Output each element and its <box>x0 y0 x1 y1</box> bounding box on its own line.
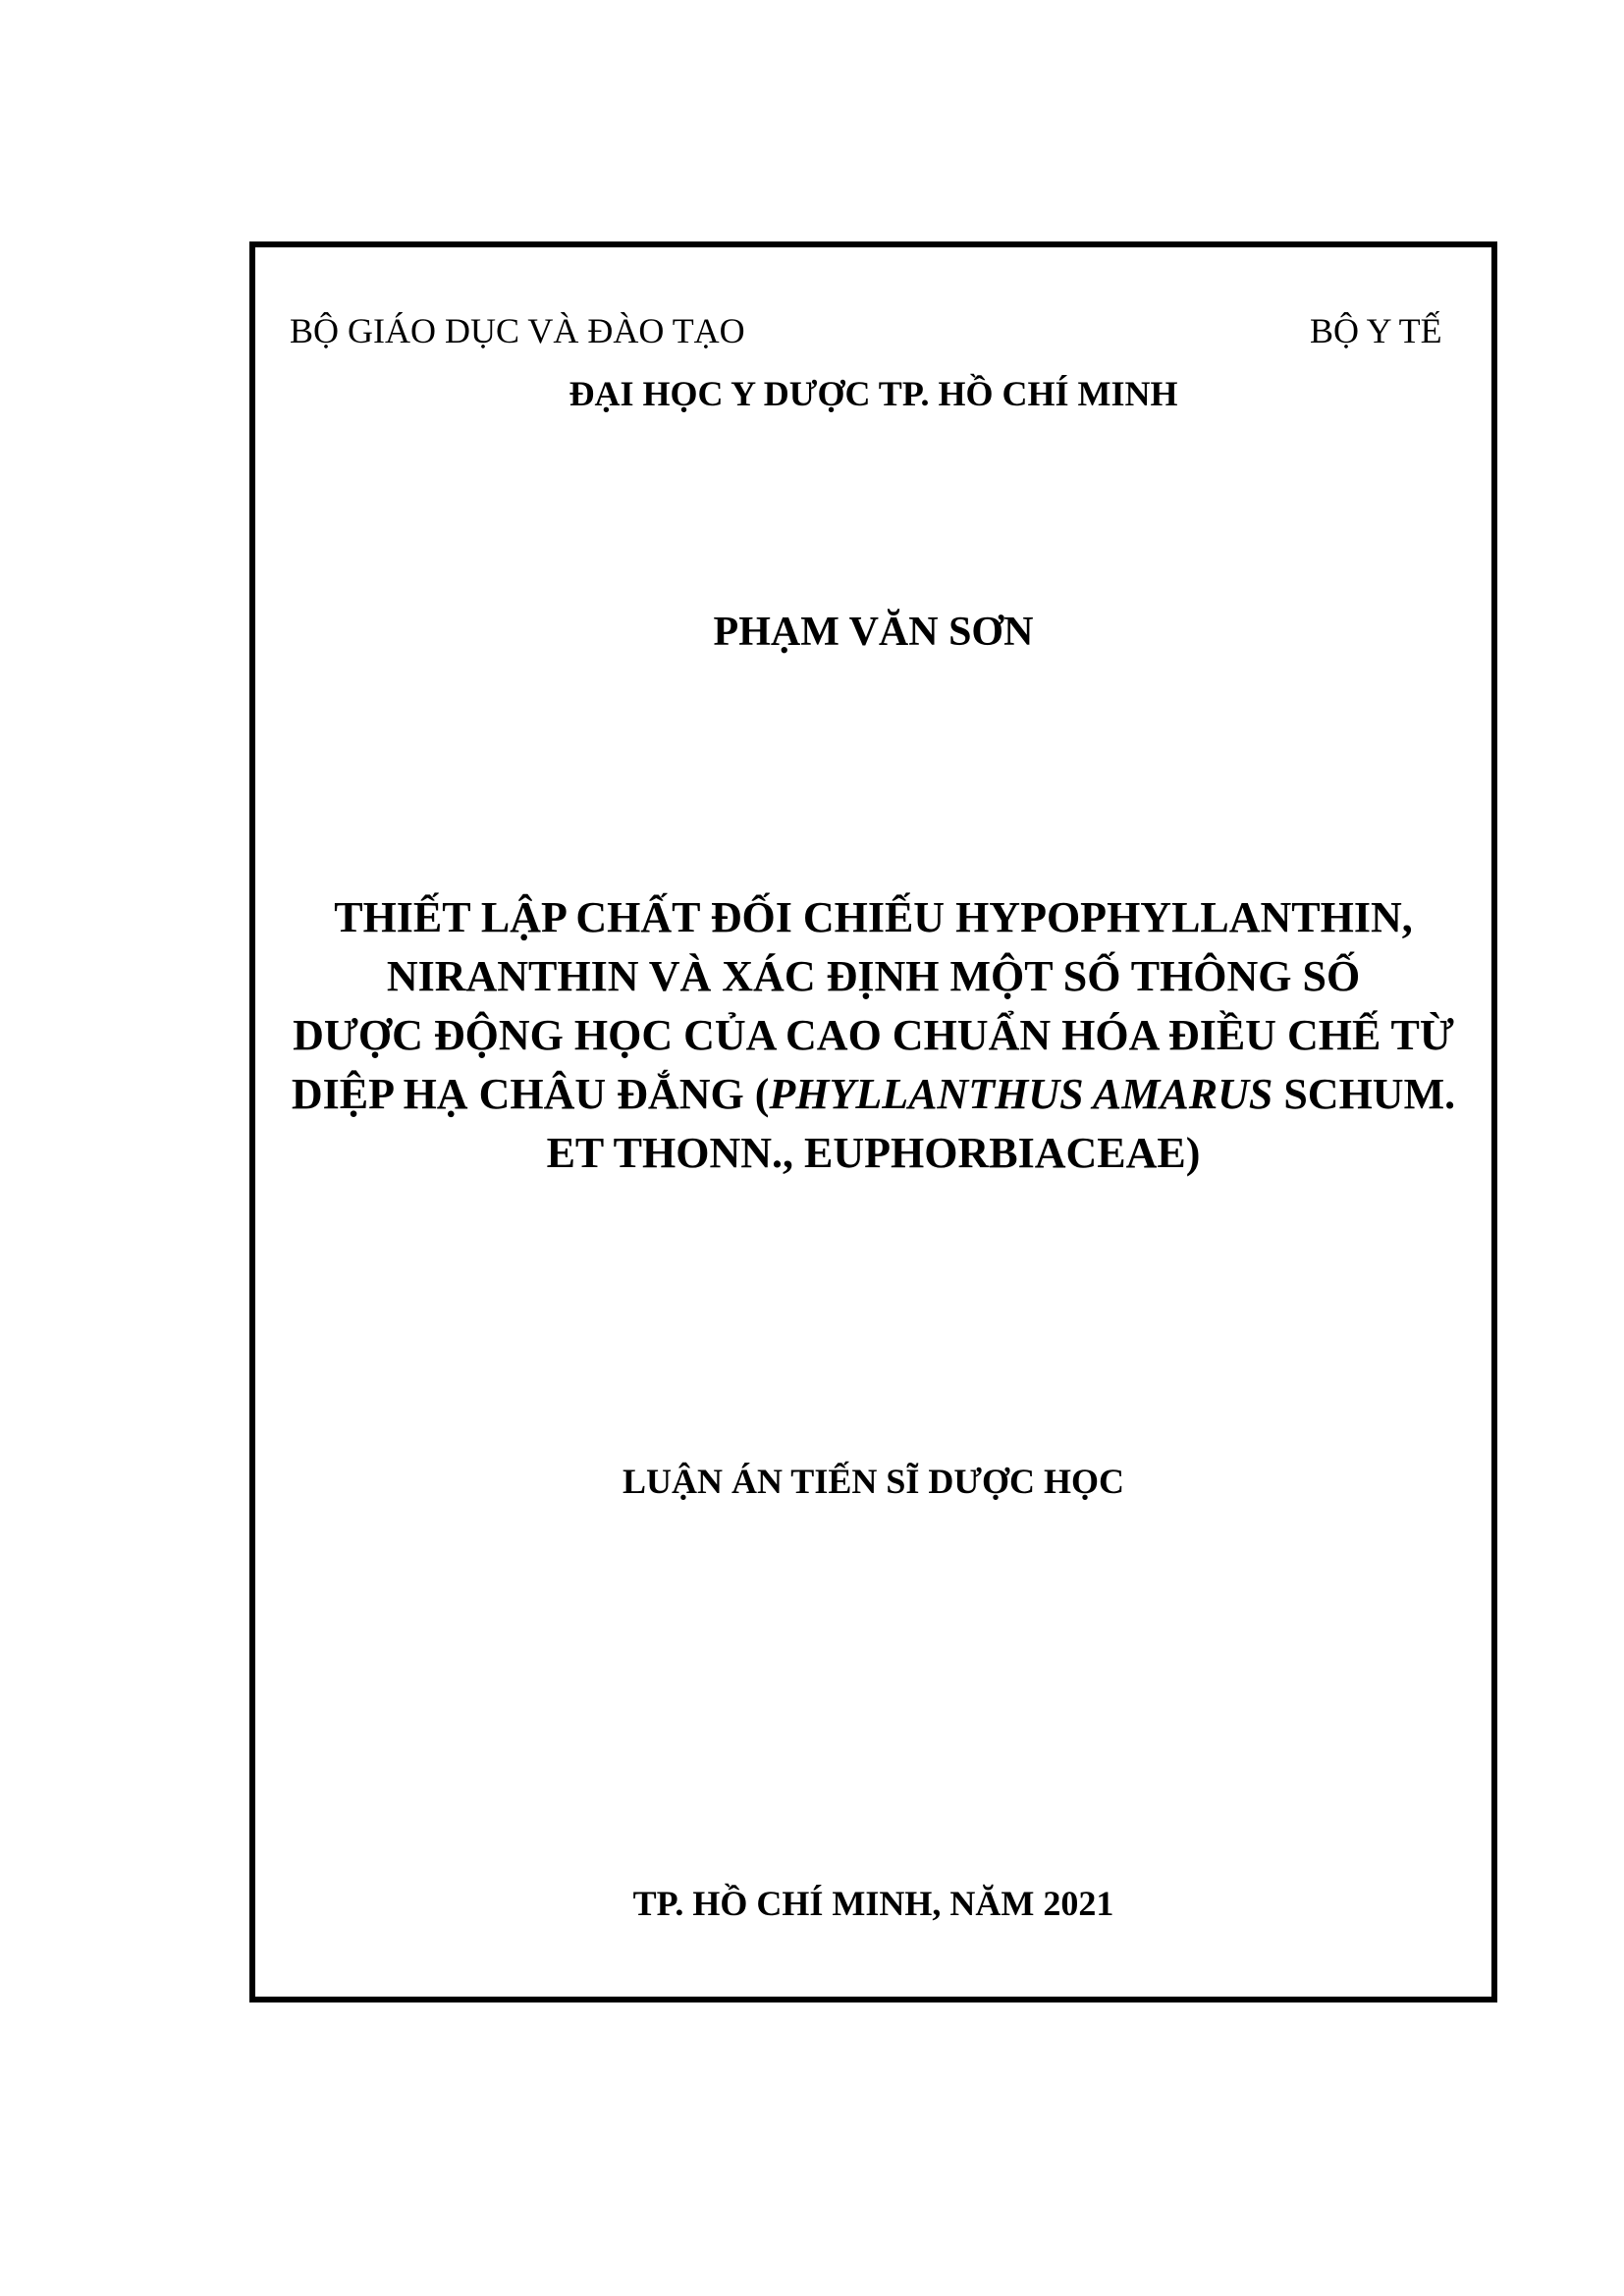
ministry-education-label: BỘ GIÁO DỤC VÀ ĐÀO TẠO <box>290 311 745 350</box>
thesis-title <box>249 888 1497 1183</box>
ministry-health-label: BỘ Y TẾ <box>1310 311 1442 350</box>
title-line-4-post: SCHUM. <box>1272 1070 1456 1118</box>
scientific-name: PHYLLANTHUS AMARUS <box>769 1070 1273 1118</box>
place-year-label: TP. HỒ CHÍ MINH, NĂM 2021 <box>632 1884 1114 1923</box>
title-line-1: THIẾT LẬP CHẤT ĐỐI CHIẾU HYPOPHYLLANTHIN, <box>334 893 1413 941</box>
title-line-4 <box>249 1065 1497 1124</box>
university-name: ĐẠI HỌC Y DƯỢC TP. HỒ CHÍ MINH <box>568 374 1178 413</box>
title-line-3: DƯỢC ĐỘNG HỌC CỦA CAO CHUẨN HÓA ĐIỀU CHẾ TỪ <box>293 1011 1454 1059</box>
title-line-2: NIRANTHIN VÀ XÁC ĐỊNH MỘT SỐ THÔNG SỐ <box>386 952 1361 1000</box>
degree-label: LUẬN ÁN TIẾN SĨ DƯỢC HỌC <box>622 1462 1125 1501</box>
title-line-5: ET THONN., EUPHORBIACEAE) <box>546 1129 1201 1177</box>
title-line-4-pre: DIỆP HẠ CHÂU ĐẮNG ( <box>291 1070 770 1118</box>
author-name: PHẠM VĂN SƠN <box>713 610 1034 655</box>
